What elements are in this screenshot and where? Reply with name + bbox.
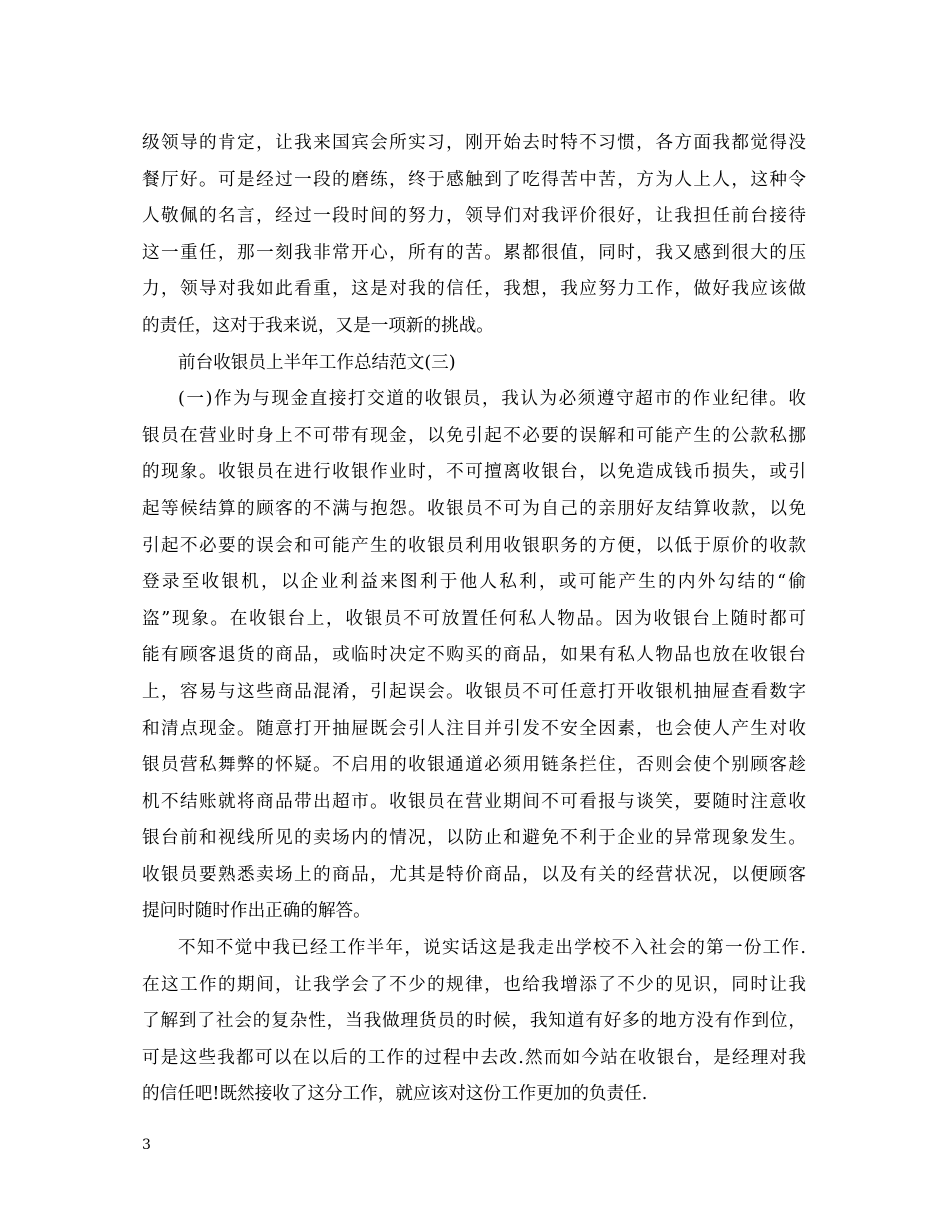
text-line: 银台前和视线所见的卖场内的情况，以防止和避免不利于企业的异常现象发生。 — [142, 828, 806, 849]
section-heading — [142, 345, 806, 382]
text-line: 登录至收银机，以企业利益来图利于他人私利，或可能产生的内外勾结的“偷 — [142, 572, 806, 593]
text-line: 这一重任，那一刻我非常开心，所有的苦。累都很值，同时，我又感到很大的压 — [142, 242, 806, 263]
text-line: 的信任吧!既然接收了这分工作，就应该对这份工作更加的负责任. — [142, 1084, 648, 1105]
paragraph — [142, 930, 806, 1113]
text-line: (一)作为与现金直接打交道的收银员，我认为必须遵守超市的作业纪律。收 — [178, 389, 806, 410]
text-line: 能有顾客退货的商品，或临时决定不购买的商品，如果有私人物品也放在收银台 — [142, 645, 806, 666]
heading-line: 前台收银员上半年工作总结范文(三) — [178, 352, 456, 373]
text-line: 起等候结算的顾客的不满与抱怨。收银员不可为自己的亲朋好友结算收款，以免 — [142, 498, 806, 519]
text-line: 和清点现金。随意打开抽屉既会引人注目并引发不安全因素，也会使人产生对收 — [142, 718, 806, 739]
text-line: 收银员要熟悉卖场上的商品，尤其是特价商品，以及有关的经营状况，以便顾客 — [142, 864, 806, 885]
text-line: 人敬佩的名言，经过一段时间的努力，领导们对我评价很好，让我担任前台接待 — [142, 206, 806, 227]
text-line: 盗”现象。在收银台上，收银员不可放置任何私人物品。因为收银台上随时都可 — [142, 608, 806, 629]
text-line: 餐厅好。可是经过一段的磨练，终于感触到了吃得苦中苦，方为人上人，这种令 — [142, 169, 806, 190]
text-line: 机不结账就将商品带出超市。收银员在营业期间不可看报与谈笑，要随时注意收 — [142, 791, 806, 812]
text-line: 在这工作的期间，让我学会了不少的规律，也给我增添了不少的见识，同时让我 — [142, 974, 806, 995]
text-line: 银员在营业时身上不可带有现金，以免引起不必要的误解和可能产生的公款私挪 — [142, 425, 806, 446]
paragraph — [142, 125, 806, 345]
text-line: 银员营私舞弊的怀疑。不启用的收银通道必须用链条拦住，否则会使个别顾客趁 — [142, 755, 806, 776]
text-line: 的责任，这对于我来说，又是一项新的挑战。 — [142, 315, 494, 336]
text-line: 提问时随时作出正确的解答。 — [142, 901, 371, 922]
page-number: 3 — [142, 1137, 151, 1153]
text-line: 不知不觉中我已经工作半年，说实话这是我走出学校不入社会的第一份工作. — [178, 938, 806, 959]
text-line: 的现象。收银员在进行收银作业时，不可擅离收银台，以免造成钱币损失，或引 — [142, 462, 806, 483]
text-line: 上，容易与这些商品混淆，引起误会。收银员不可任意打开收银机抽屉查看数字 — [142, 681, 806, 702]
paragraph — [142, 381, 806, 930]
text-line: 引起不必要的误会和可能产生的收银员利用收银职务的方便，以低于原价的收款 — [142, 535, 806, 556]
text-line: 了解到了社会的复杂性，当我做理货员的时候，我知道有好多的地方没有作到位， — [142, 1011, 806, 1032]
text-line: 力，领导对我如此看重，这是对我的信任，我想，我应努力工作，做好我应该做 — [142, 279, 806, 300]
text-line: 级领导的肯定，让我来国宾会所实习，刚开始去时特不习惯，各方面我都觉得没 — [142, 133, 806, 153]
document-body — [142, 125, 806, 1113]
text-line: 可是这些我都可以在以后的工作的过程中去改.然而如今站在收银台，是经理对我 — [142, 1047, 806, 1068]
